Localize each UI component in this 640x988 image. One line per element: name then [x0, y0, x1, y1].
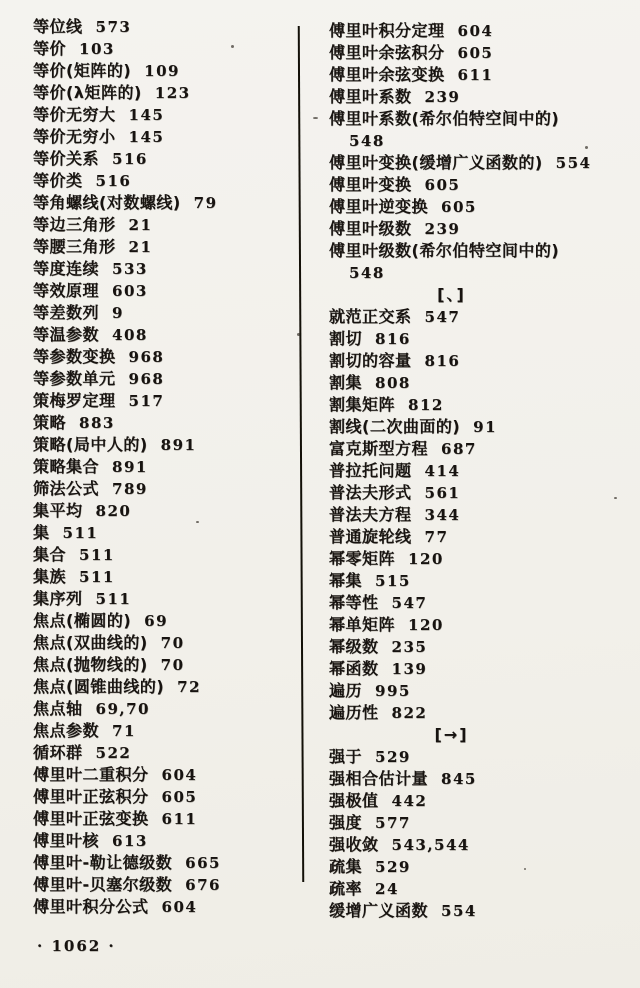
entry-term: 幂集	[329, 571, 363, 590]
index-entry	[33, 412, 299, 434]
index-entry	[329, 636, 622, 658]
index-entry	[33, 544, 299, 566]
entry-term: 割切	[329, 329, 363, 348]
entry-term: 等价无穷大	[33, 105, 116, 124]
index-entry	[329, 900, 622, 922]
entry-pages: 516	[112, 150, 148, 168]
index-entry	[329, 526, 622, 548]
index-entry	[33, 676, 299, 698]
entry-pages: 145	[128, 106, 165, 124]
index-entry	[33, 192, 299, 214]
entry-term: 等角螺线(对数螺线)	[33, 193, 181, 212]
entry-pages: 603	[112, 282, 148, 300]
index-entry	[329, 416, 622, 438]
entry-pages: 21	[128, 238, 153, 256]
section-header	[329, 724, 622, 746]
entry-pages: 529	[375, 748, 411, 766]
entry-pages: 789	[112, 480, 148, 498]
index-entry	[329, 834, 622, 856]
index-entry	[33, 148, 299, 170]
entry-pages: 605	[441, 198, 477, 216]
entry-pages: 103	[79, 40, 115, 58]
entry-term: 焦点(圆锥曲线的)	[33, 677, 165, 696]
index-entry-continuation	[329, 130, 622, 152]
entry-pages: 883	[79, 414, 115, 432]
entry-term: 等参数单元	[33, 369, 116, 388]
entry-term: 等腰三角形	[33, 237, 116, 256]
entry-term: 焦点轴	[33, 699, 83, 718]
entry-term: 割集矩阵	[329, 395, 396, 414]
entry-term: 策略集合	[33, 457, 100, 476]
entry-term: 等温参数	[33, 325, 100, 344]
entry-term: 傅里叶变换(缓增广义函数的)	[329, 153, 543, 172]
index-entry	[33, 830, 299, 852]
entry-pages: 239	[424, 88, 461, 106]
entry-term: 傅里叶正弦变换	[33, 809, 149, 828]
index-entry	[33, 566, 299, 588]
entry-pages: 995	[375, 682, 411, 700]
entry-pages: 547	[424, 308, 461, 326]
index-entry	[33, 654, 299, 676]
entry-pages: 687	[441, 440, 477, 458]
entry-term: 普拉托问题	[329, 461, 412, 480]
entry-term: 强于	[329, 747, 363, 766]
entry-pages: 548	[349, 132, 385, 150]
entry-pages: 968	[128, 370, 165, 388]
entry-term: 焦点(抛物线的)	[33, 655, 148, 674]
entry-pages: 605	[161, 788, 198, 806]
entry-pages: 516	[95, 172, 132, 190]
index-entry	[33, 170, 299, 192]
entry-pages: 69	[144, 612, 169, 630]
entry-pages: 812	[408, 396, 444, 414]
entry-pages: 408	[112, 326, 148, 344]
entry-term: 策略(局中人的)	[33, 435, 148, 454]
entry-pages: 676	[185, 876, 221, 894]
index-entry	[329, 108, 622, 130]
index-entry	[329, 196, 622, 218]
entry-pages: 72	[177, 678, 202, 696]
entry-term: 普通旋轮线	[329, 527, 412, 546]
entry-pages: 605	[424, 176, 461, 194]
index-entry	[329, 790, 622, 812]
index-entry	[33, 522, 299, 544]
entry-pages: 548	[349, 264, 385, 282]
entry-pages: 344	[424, 506, 461, 524]
scan-speck	[231, 45, 234, 48]
entry-term: 等价(矩阵的)	[33, 61, 132, 80]
entry-pages: 79	[193, 194, 218, 212]
section-header	[329, 284, 622, 306]
index-entry	[33, 500, 299, 522]
index-entry	[329, 240, 622, 262]
entry-term: 强极值	[329, 791, 379, 810]
entry-pages: 529	[375, 858, 411, 876]
entry-term: 傅里叶系数(希尔伯特空间中的)	[329, 109, 560, 128]
index-entry	[329, 504, 622, 526]
index-column-left	[33, 16, 299, 918]
entry-pages: 69,70	[95, 700, 150, 718]
entry-term: 等价无穷小	[33, 127, 116, 146]
index-entry	[329, 460, 622, 482]
index-entry	[329, 42, 622, 64]
index-entry	[33, 324, 299, 346]
entry-term: 循环群	[33, 743, 83, 762]
entry-pages: 561	[424, 484, 461, 502]
index-entry	[329, 812, 622, 834]
entry-term: 强收敛	[329, 835, 379, 854]
entry-pages: 139	[391, 660, 428, 678]
entry-term: 傅里叶级数	[329, 219, 412, 238]
entry-pages: 613	[112, 832, 148, 850]
entry-pages: 511	[79, 546, 115, 564]
entry-term: 集族	[33, 567, 67, 586]
page-number: · 1062 ·	[37, 937, 116, 955]
entry-pages: 70	[160, 634, 185, 652]
entry-term: 缓增广义函数	[329, 901, 429, 920]
entry-term: 割切的容量	[329, 351, 412, 370]
index-entry-continuation	[329, 262, 622, 284]
index-entry	[33, 632, 299, 654]
index-entry	[329, 306, 622, 328]
entry-term: 普法夫形式	[329, 483, 412, 502]
entry-pages: 891	[112, 458, 148, 476]
entry-term: 傅里叶逆变换	[329, 197, 429, 216]
index-entry	[329, 680, 622, 702]
entry-term: 割集	[329, 373, 363, 392]
entry-pages: 554	[555, 154, 592, 172]
index-entry	[329, 548, 622, 570]
scan-speck	[585, 146, 588, 149]
index-entry	[329, 592, 622, 614]
index-entry	[33, 82, 299, 104]
entry-pages: 109	[144, 62, 180, 80]
index-entry	[329, 328, 622, 350]
scan-speck	[297, 333, 300, 336]
entry-term: 强相合估计量	[329, 769, 429, 788]
entry-term: 策梅罗定理	[33, 391, 116, 410]
entry-pages: 808	[375, 374, 411, 392]
entry-pages: 515	[375, 572, 411, 590]
scan-speck	[614, 497, 617, 499]
entry-pages: 605	[457, 44, 494, 62]
entry-term: 傅里叶余弦变换	[329, 65, 445, 84]
scan-speck	[524, 868, 526, 870]
entry-term: 集	[33, 523, 50, 542]
index-entry	[33, 742, 299, 764]
index-entry	[329, 174, 622, 196]
entry-pages: 891	[160, 436, 197, 454]
entry-term: 焦点参数	[33, 721, 100, 740]
entry-pages: 239	[424, 220, 461, 238]
entry-pages: 235	[391, 638, 428, 656]
index-entry	[329, 152, 622, 174]
entry-term: 普法夫方程	[329, 505, 412, 524]
entry-pages: 604	[161, 766, 198, 784]
index-entry	[33, 786, 299, 808]
entry-pages: 123	[154, 84, 191, 102]
entry-pages: 517	[128, 392, 165, 410]
entry-term: 傅里叶级数(希尔伯特空间中的)	[329, 241, 560, 260]
index-entry	[329, 570, 622, 592]
index-entry	[329, 64, 622, 86]
index-entry	[33, 610, 299, 632]
index-entry	[33, 390, 299, 412]
entry-term: 焦点(双曲线的)	[33, 633, 148, 652]
scan-speck	[196, 521, 199, 523]
index-entry	[329, 86, 622, 108]
index-entry	[329, 20, 622, 42]
entry-pages: 573	[95, 18, 132, 36]
entry-term: 幂等性	[329, 593, 379, 612]
index-entry	[329, 218, 622, 240]
entry-term: 集合	[33, 545, 67, 564]
index-entry	[33, 214, 299, 236]
index-entry	[33, 874, 299, 896]
entry-pages: 9	[112, 304, 124, 322]
index-entry	[33, 478, 299, 500]
entry-pages: 604	[457, 22, 494, 40]
entry-term: 强度	[329, 813, 363, 832]
index-entry	[33, 720, 299, 742]
entry-term: 割线(二次曲面的)	[329, 417, 461, 436]
scan-speck	[313, 117, 318, 119]
entry-term: 策略	[33, 413, 67, 432]
entry-pages: 554	[441, 902, 477, 920]
index-entry	[33, 38, 299, 60]
entry-pages: 533	[112, 260, 148, 278]
index-entry	[329, 878, 622, 900]
entry-term: 等效原理	[33, 281, 100, 300]
index-entry	[33, 896, 299, 918]
entry-term: 傅里叶核	[33, 831, 100, 850]
entry-pages: 604	[161, 898, 198, 916]
index-entry	[33, 368, 299, 390]
entry-term: 疏率	[329, 879, 363, 898]
entry-term: 疏集	[329, 857, 363, 876]
entry-pages: 70	[160, 656, 185, 674]
entry-term: 焦点(椭圆的)	[33, 611, 132, 630]
entry-term: 幂函数	[329, 659, 379, 678]
section-header-label: [、]	[437, 285, 466, 304]
index-entry	[33, 456, 299, 478]
entry-term: 筛法公式	[33, 479, 100, 498]
index-entry	[33, 808, 299, 830]
index-entry	[33, 258, 299, 280]
entry-term: 就范正交系	[329, 307, 412, 326]
entry-pages: 77	[424, 528, 449, 546]
entry-term: 傅里叶变换	[329, 175, 412, 194]
index-entry	[329, 746, 622, 768]
entry-pages: 611	[161, 810, 198, 828]
entry-pages: 543,544	[391, 836, 470, 854]
entry-pages: 91	[473, 418, 498, 436]
entry-pages: 145	[128, 128, 165, 146]
entry-term: 等差数列	[33, 303, 100, 322]
index-entry	[33, 280, 299, 302]
entry-pages: 511	[62, 524, 99, 542]
entry-term: 傅里叶余弦积分	[329, 43, 445, 62]
index-entry	[329, 702, 622, 724]
entry-term: 幂零矩阵	[329, 549, 396, 568]
entry-pages: 820	[95, 502, 132, 520]
entry-pages: 816	[375, 330, 411, 348]
index-entry	[329, 394, 622, 416]
entry-pages: 21	[128, 216, 153, 234]
entry-pages: 547	[391, 594, 428, 612]
index-entry	[33, 16, 299, 38]
entry-term: 幂单矩阵	[329, 615, 396, 634]
entry-term: 等价	[33, 39, 67, 58]
entry-term: 傅里叶系数	[329, 87, 412, 106]
entry-term: 等参数变换	[33, 347, 116, 366]
index-column-right	[329, 20, 622, 922]
index-entry	[33, 104, 299, 126]
entry-pages: 822	[391, 704, 428, 722]
index-entry	[329, 658, 622, 680]
index-entry	[33, 764, 299, 786]
entry-term: 傅里叶-贝塞尔级数	[33, 875, 173, 894]
entry-pages: 968	[128, 348, 165, 366]
entry-pages: 845	[441, 770, 477, 788]
entry-term: 等位线	[33, 17, 83, 36]
entry-term: 富克斯型方程	[329, 439, 429, 458]
entry-pages: 120	[408, 550, 444, 568]
entry-term: 等边三角形	[33, 215, 116, 234]
entry-term: 傅里叶-勒让德级数	[33, 853, 173, 872]
entry-pages: 511	[95, 590, 132, 608]
index-entry	[329, 482, 622, 504]
section-header-label: [→]	[434, 725, 469, 744]
entry-term: 等价(λ矩阵的)	[33, 83, 142, 102]
entry-pages: 511	[79, 568, 115, 586]
entry-term: 傅里叶二重积分	[33, 765, 149, 784]
index-entry	[33, 60, 299, 82]
entry-pages: 71	[112, 722, 136, 740]
index-entry	[33, 236, 299, 258]
index-entry	[33, 346, 299, 368]
index-entry	[329, 614, 622, 636]
entry-term: 集序列	[33, 589, 83, 608]
index-entry	[33, 852, 299, 874]
entry-pages: 577	[375, 814, 411, 832]
index-entry	[329, 856, 622, 878]
index-entry	[33, 434, 299, 456]
index-entry	[329, 350, 622, 372]
entry-term: 幂级数	[329, 637, 379, 656]
entry-pages: 665	[185, 854, 221, 872]
entry-term: 等度连续	[33, 259, 100, 278]
entry-term: 傅里叶积分定理	[329, 21, 445, 40]
index-entry	[329, 438, 622, 460]
entry-term: 遍历性	[329, 703, 379, 722]
entry-term: 等价关系	[33, 149, 100, 168]
index-entry	[33, 588, 299, 610]
entry-pages: 120	[408, 616, 444, 634]
index-entry	[33, 302, 299, 324]
entry-pages: 522	[95, 744, 132, 762]
index-entry	[33, 126, 299, 148]
entry-term: 遍历	[329, 681, 363, 700]
entry-term: 集平均	[33, 501, 83, 520]
entry-pages: 816	[424, 352, 461, 370]
entry-term: 傅里叶正弦积分	[33, 787, 149, 806]
entry-pages: 24	[375, 880, 399, 898]
entry-pages: 442	[391, 792, 428, 810]
entry-term: 傅里叶积分公式	[33, 897, 149, 916]
index-entry	[329, 372, 622, 394]
entry-term: 等价类	[33, 171, 83, 190]
index-entry	[33, 698, 299, 720]
index-entry	[329, 768, 622, 790]
entry-pages: 611	[457, 66, 494, 84]
entry-pages: 414	[424, 462, 461, 480]
